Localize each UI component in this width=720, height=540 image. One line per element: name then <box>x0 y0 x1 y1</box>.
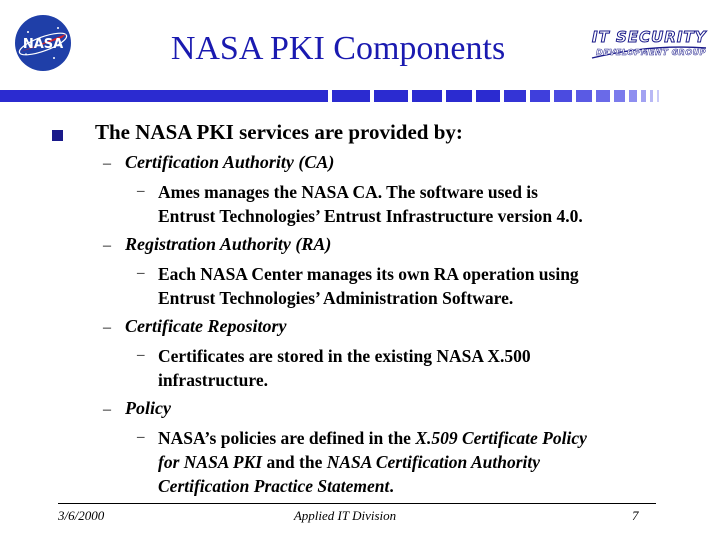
item-ca-detail-line: Entrust Technologies’ Entrust Infrastructure version 4.0. <box>158 206 583 226</box>
item-ra-detail-line: Each NASA Center manages its own RA operation using <box>158 264 579 284</box>
dash-marker: – <box>103 237 111 254</box>
footer-division: Applied IT Division <box>293 508 397 523</box>
dash-marker: – <box>137 265 145 281</box>
it-security-logo <box>590 28 708 68</box>
decorative-bar <box>0 88 720 104</box>
item-repository-label: Certificate Repository <box>125 316 287 336</box>
policy-text-italic: Certification Practice Statement <box>158 476 390 496</box>
item-ra-detail <box>158 262 668 310</box>
dash-marker: – <box>103 319 111 336</box>
dash-marker: – <box>103 401 111 418</box>
item-policy-detail <box>158 426 668 498</box>
page-title: NASA PKI Components <box>170 30 506 67</box>
policy-text-italic: X.509 Certificate Policy <box>415 428 587 448</box>
policy-text-part: NASA’s policies are defined in the <box>158 428 416 448</box>
footer-date: 3/6/2000 <box>58 508 105 523</box>
item-ca-detail-line: Ames manages the NASA CA. The software used is <box>158 182 538 202</box>
dash-marker: – <box>137 347 145 363</box>
item-repository-detail-line: Certificates are stored in the existing NASA X.500 <box>158 346 531 366</box>
main-bullet-marker <box>52 130 63 141</box>
dash-marker: – <box>103 155 111 172</box>
main-bullet-text: The NASA PKI services are provided by: <box>95 120 463 144</box>
item-ca-label: Certification Authority (CA) <box>125 152 335 172</box>
item-ra-detail-line: Entrust Technologies’ Administration Software. <box>158 288 514 308</box>
policy-text-part: . <box>389 476 394 496</box>
item-ca-detail <box>158 180 668 228</box>
dash-marker: – <box>137 429 145 445</box>
item-ra-label: Registration Authority (RA) <box>125 234 332 254</box>
policy-text-italic: for NASA PKI <box>158 452 263 472</box>
policy-text-part: and the <box>262 452 327 472</box>
item-policy-label: Policy <box>125 398 171 418</box>
footer-page-number: 7 <box>632 508 639 523</box>
dash-marker: – <box>137 183 145 199</box>
it-security-logo-sub-text: DEVELOPMENT GROUP <box>596 48 706 57</box>
it-security-logo-main-text: IT SECURITY <box>592 28 707 46</box>
item-repository-detail-line: infrastructure. <box>158 370 268 390</box>
footer-divider <box>58 503 656 504</box>
nasa-logo-text: NASA <box>22 37 64 52</box>
item-repository-detail <box>158 344 668 392</box>
policy-text-italic: NASA Certification Authority <box>326 452 541 472</box>
